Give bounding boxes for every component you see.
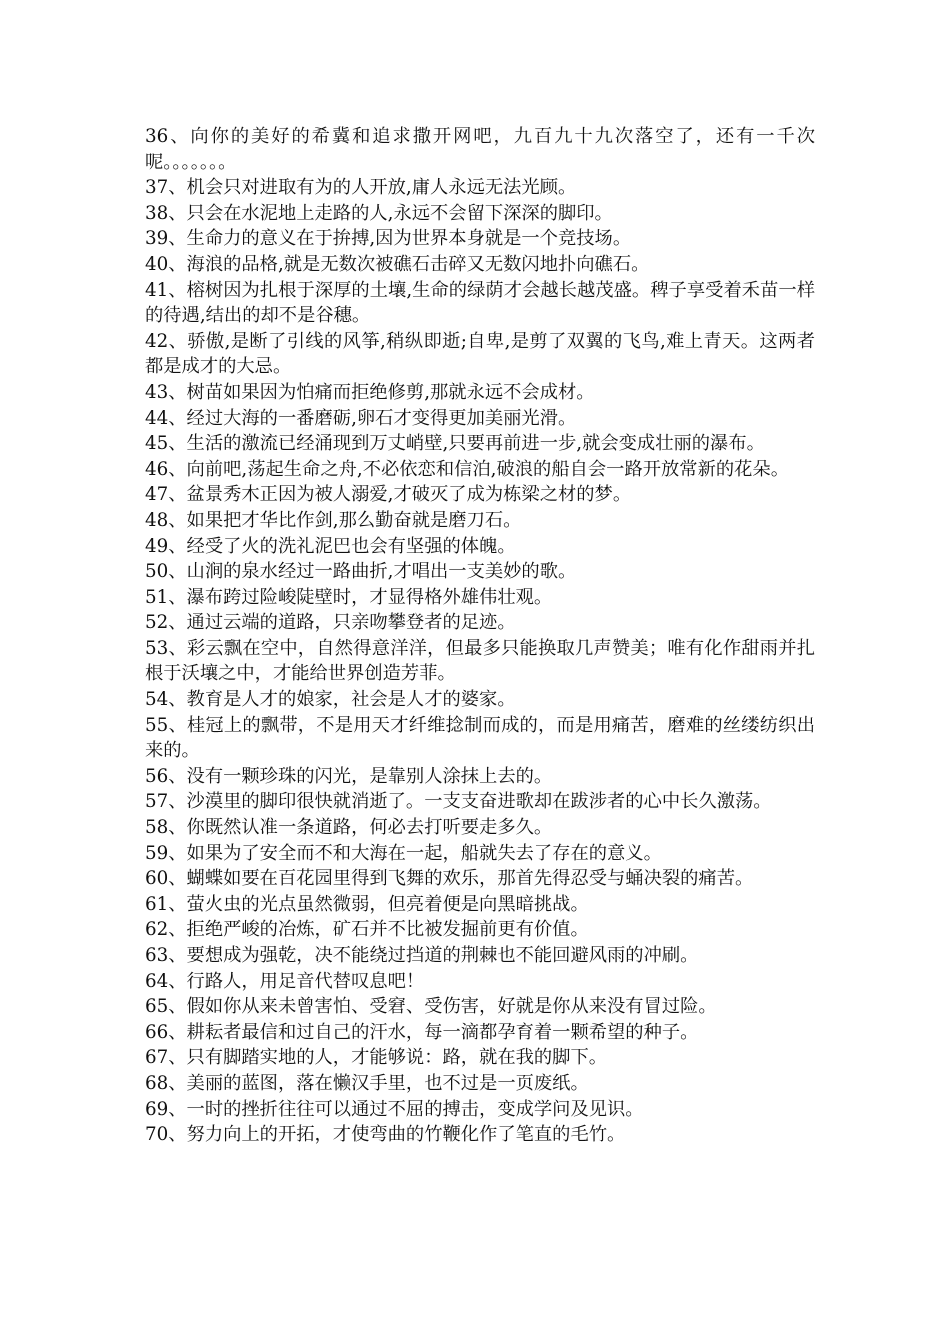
entry-37: 37、机会只对进取有为的人开放,庸人永远无法光顾。 xyxy=(145,177,577,199)
entry-58: 58、你既然认准一条道路，何必去打听要走多久。 xyxy=(145,817,553,839)
entry-64: 64、行路人，用足音代替叹息吧！ xyxy=(145,970,425,992)
entry-50: 50、山涧的泉水经过一路曲折,才唱出一支美妙的歌。 xyxy=(145,561,577,583)
entry-68: 68、美丽的蓝图，落在懒汉手里，也不过是一页废纸。 xyxy=(145,1072,589,1094)
entry-63: 63、要想成为强乾，决不能绕过挡道的荆棘也不能回避风雨的冲刷。 xyxy=(145,945,699,966)
entry-42: 42、骄傲,是断了引线的风筝,稍纵即逝;自卑,是剪了双翼的飞鸟,难上青天。这两者都是成才的大忌。 xyxy=(145,330,815,378)
entry-55: 55、桂冠上的飘带，不是用天才纤维捻制而成的，而是用痛苦，磨难的丝缕纺织出来的。 xyxy=(145,714,815,762)
entry-43: 43、树苗如果因为怕痛而拒绝修剪,那就永远不会成材。 xyxy=(145,381,595,403)
entry-67: 67、只有脚踏实地的人，才能够说：路，就在我的脚下。 xyxy=(145,1047,608,1069)
entry-46: 46、向前吧,荡起生命之舟,不必依恋和信泊,破浪的船自会一路开放常新的花朵。 xyxy=(145,458,789,480)
entry-70: 70、努力向上的开拓，才使弯曲的竹鞭化作了笔直的毛竹。 xyxy=(145,1124,626,1146)
entry-39: 39、生命力的意义在于拚搏,因为世界本身就是一个竞技场。 xyxy=(145,228,632,250)
entry-51: 51、瀑布跨过险峻陡壁时，才显得格外雄伟壮观。 xyxy=(145,586,553,608)
entry-60: 60、蝴蝶如要在百花园里得到飞舞的欢乐，那首先得忍受与蛹决裂的痛苦。 xyxy=(145,868,754,890)
entry-54: 54、教育是人才的娘家，社会是人才的婆家。 xyxy=(145,689,516,711)
entry-57: 57、沙漠里的脚印很快就消逝了。一支支奋进歌却在跋涉者的心中长久激荡。 xyxy=(145,791,772,813)
entry-45: 45、生活的激流已经涌现到万丈峭壁,只要再前进一步,就会变成壮丽的瀑布。 xyxy=(145,433,765,455)
entry-47: 47、盆景秀木正因为被人溺爱,才破灭了成为栋梁之材的梦。 xyxy=(145,484,632,506)
entry-49: 49、经受了火的洗礼泥巴也会有坚强的体魄。 xyxy=(145,535,516,557)
entry-38: 38、只会在水泥地上走路的人,永远不会留下深深的脚印。 xyxy=(145,202,613,224)
entry-53: 53、彩云飘在空中，自然得意洋洋，但最多只能换取几声赞美；唯有化作甜雨并扎根于沃壤之中，才能给世界创造芳菲。 xyxy=(145,637,815,685)
entry-69: 69、一时的挫折往往可以通过不屈的搏击，变成学问及见识。 xyxy=(145,1098,644,1120)
entry-59: 59、如果为了安全而不和大海在一起，船就失去了存在的意义。 xyxy=(145,842,662,864)
entry-52: 52、通过云端的道路，只亲吻攀登者的足迹。 xyxy=(145,612,516,634)
entry-62: 62、拒绝严峻的冶炼，矿石并不比被发掘前更有价值。 xyxy=(145,919,589,941)
entry-40: 40、海浪的品格,就是无数次被礁石击碎又无数闪地扑向礁石。 xyxy=(145,253,650,275)
document-body xyxy=(145,124,815,1148)
entry-44: 44、经过大海的一番磨砺,卵石才变得更加美丽光滑。 xyxy=(145,407,577,429)
entry-66: 66、耕耘者最信和过自己的汗水，每一滴都孕育着一颗希望的种子。 xyxy=(145,1021,699,1043)
entry-65: 65、假如你从来未曾害怕、受窘、受伤害，好就是你从来没有冒过险。 xyxy=(145,996,717,1018)
entry-48: 48、如果把才华比作剑,那么勤奋就是磨刀石。 xyxy=(145,509,522,531)
entry-41: 41、榕树因为扎根于深厚的土壤,生命的绿荫才会越长越茂盛。稗子享受着禾苗一样的待遇,结出的却不是谷穗。 xyxy=(145,279,815,327)
entry-61: 61、萤火虫的光点虽然微弱，但亮着便是向黑暗挑战。 xyxy=(145,893,589,915)
entry-36: 36、向你的美好的希冀和追求撒开网吧，九百九十九次落空了，还有一千次呢。。。。。。。 xyxy=(145,126,815,173)
entry-56: 56、没有一颗珍珠的闪光，是靠别人涂抹上去的。 xyxy=(145,765,553,787)
